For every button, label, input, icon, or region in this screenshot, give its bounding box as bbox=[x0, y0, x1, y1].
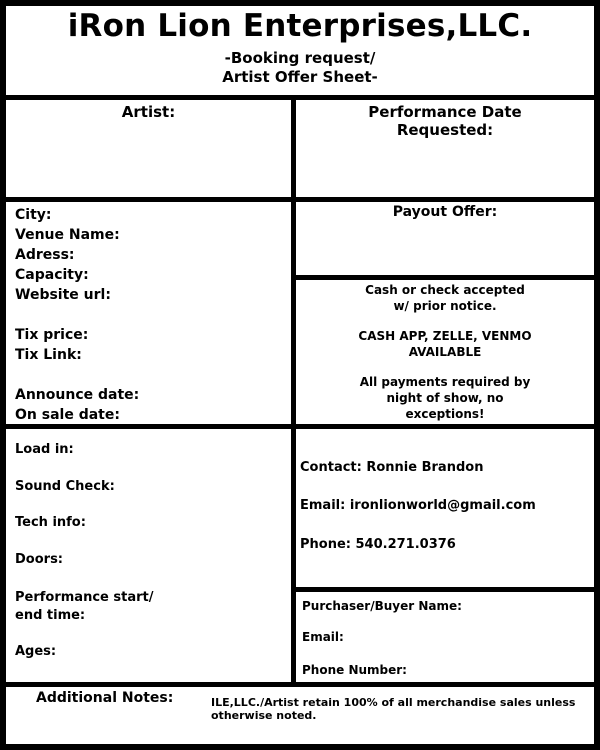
performance-time-line-1: Performance start/ bbox=[15, 590, 154, 605]
notes-line-1: ILE,LLC./Artist retain 100% of all merchandise sales unless bbox=[211, 696, 576, 709]
performance-time-label bbox=[15, 589, 285, 625]
divider-payout bbox=[291, 275, 600, 280]
additional-notes-label: Additional Notes: bbox=[36, 690, 174, 706]
tix-price-label: Tix price: bbox=[15, 327, 89, 343]
notes-line-2: otherwise noted. bbox=[211, 709, 317, 722]
subtitle-line-2: Artist Offer Sheet- bbox=[222, 67, 378, 86]
spacer bbox=[296, 360, 594, 374]
payment-req-line-1: All payments required by bbox=[359, 375, 531, 389]
capacity-label: Capacity: bbox=[15, 267, 89, 283]
ages-label: Ages: bbox=[15, 644, 57, 659]
performance-date-line-1: Performance Date bbox=[368, 103, 522, 121]
artist-label: Artist: bbox=[121, 103, 176, 121]
contact-email: Email: ironlionworld@gmail.com bbox=[300, 498, 536, 513]
contact-name: Contact: Ronnie Brandon bbox=[300, 460, 484, 475]
divider-header bbox=[0, 95, 600, 100]
performance-time-line-2: end time: bbox=[15, 608, 86, 623]
payment-line-1: Cash or check accepted bbox=[365, 283, 525, 297]
subtitle-line-1: -Booking request/ bbox=[224, 49, 376, 67]
tech-info-label: Tech info: bbox=[15, 515, 86, 530]
contact-phone: Phone: 540.271.0376 bbox=[300, 537, 456, 552]
payment-apps-line-2: AVAILABLE bbox=[408, 345, 482, 359]
payment-line-2: w/ prior notice. bbox=[393, 299, 497, 313]
venue-name-label: Venue Name: bbox=[15, 227, 120, 243]
performance-date-line-2: Requested: bbox=[396, 120, 494, 139]
payment-terms bbox=[296, 282, 594, 422]
payment-apps-line-1: CASH APP, ZELLE, VENMO bbox=[358, 329, 532, 343]
divider-row1 bbox=[0, 197, 600, 202]
city-label: City: bbox=[15, 207, 52, 223]
performance-date-label bbox=[296, 104, 594, 139]
additional-notes-text bbox=[211, 696, 591, 722]
payment-req-line-3: exceptions! bbox=[405, 407, 485, 421]
divider-notes bbox=[0, 682, 600, 687]
spacer bbox=[296, 314, 594, 328]
sound-check-label: Sound Check: bbox=[15, 479, 115, 494]
page-title: iRon Lion Enterprises,LLC. bbox=[67, 8, 533, 44]
divider-contact bbox=[291, 587, 600, 592]
payment-req-line-2: night of show, no bbox=[386, 391, 504, 405]
website-label: Website url: bbox=[15, 287, 111, 303]
purchaser-name-label: Purchaser/Buyer Name: bbox=[302, 599, 462, 613]
purchaser-email-label: Email: bbox=[302, 630, 344, 644]
page-subtitle bbox=[0, 49, 600, 87]
load-in-label: Load in: bbox=[15, 442, 74, 457]
payout-offer-label: Payout Offer: bbox=[392, 204, 498, 220]
doors-label: Doors: bbox=[15, 552, 64, 567]
announce-date-label: Announce date: bbox=[15, 387, 140, 403]
spacer bbox=[15, 305, 285, 325]
purchaser-phone-label: Phone Number: bbox=[302, 663, 407, 677]
spacer bbox=[15, 365, 285, 385]
on-sale-date-label: On sale date: bbox=[15, 407, 120, 423]
address-label: Adress: bbox=[15, 247, 75, 263]
venue-info bbox=[15, 205, 285, 425]
tix-link-label: Tix Link: bbox=[15, 347, 82, 363]
